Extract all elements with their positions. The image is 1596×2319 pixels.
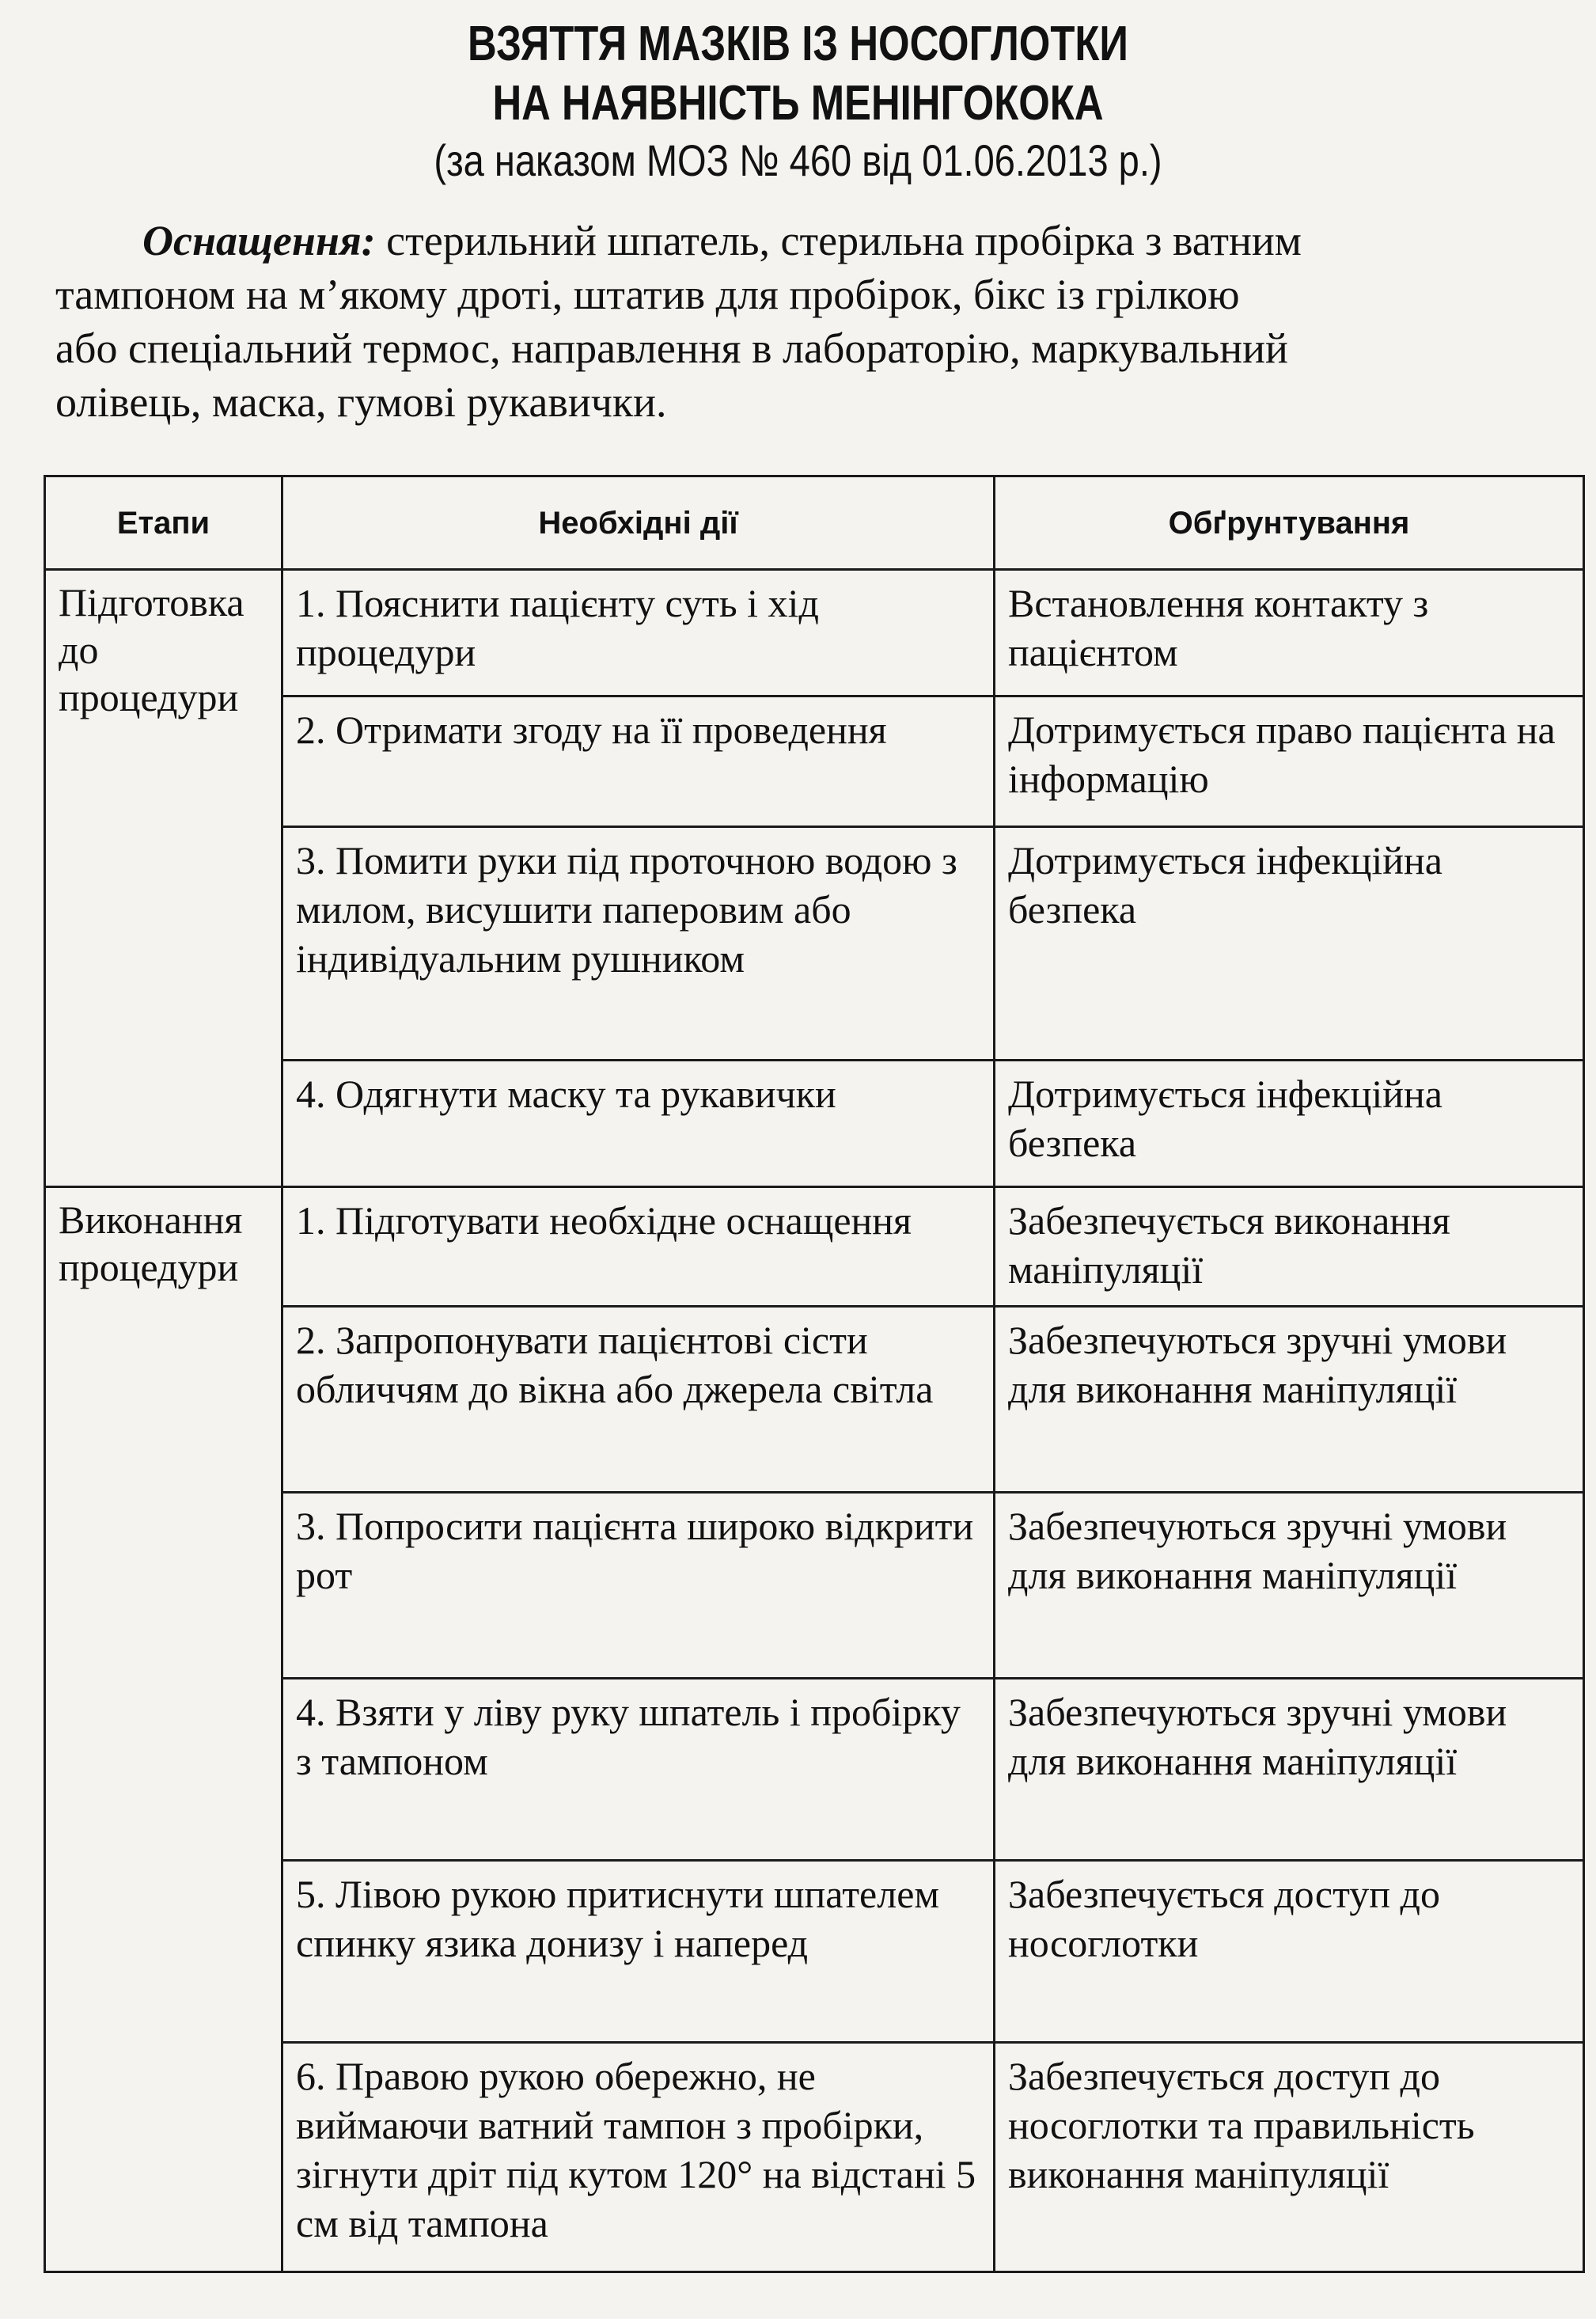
action-cell: 3. Попросити пацієнта широко відкрити рот bbox=[282, 1493, 995, 1679]
header-justification: Обґрунтування bbox=[995, 476, 1584, 570]
reason-cell: Встановлення контакту з пацієнтом bbox=[995, 570, 1584, 696]
equipment-text-line-3: або спеціальний термос, направлення в лабораторію, маркувальний bbox=[55, 325, 1288, 372]
action-cell: 6. Правою рукою обережно, не виймаючи ватний тампон з пробірки, зігнути дріт під кутом 120° на відстані 5 см від тампона bbox=[282, 2043, 995, 2272]
document-subtitle: (за наказом МОЗ № 460 від 01.06.2013 р.) bbox=[434, 135, 1162, 185]
table-row bbox=[45, 570, 1584, 696]
action-cell: 2. Отримати згоду на її проведення bbox=[282, 696, 995, 827]
table-row bbox=[45, 1187, 1584, 1307]
reason-cell: Забезпечуються зручні умови для виконання маніпуляції bbox=[995, 1307, 1584, 1493]
action-cell: 1. Пояснити пацієнту суть і хід процедури bbox=[282, 570, 995, 696]
action-cell: 3. Помити руки під проточною водою з милом, висушити паперовим або індивідуальним рушником bbox=[282, 827, 995, 1061]
reason-cell: Забезпечується доступ до носоглотки bbox=[995, 1861, 1584, 2043]
equipment-text-line-4: олівець, маска, гумові рукавички. bbox=[55, 378, 667, 426]
document-title-line-1: ВЗЯТТЯ МАЗКІВ ІЗ НОСОГЛОТКИ bbox=[468, 17, 1128, 71]
equipment-label: Оснащення: bbox=[142, 217, 376, 264]
action-cell: 1. Підготувати необхідне оснащення bbox=[282, 1187, 995, 1307]
equipment-text-line-2: тампоном на м’якому дроті, штатив для пробірок, бікс із грілкою bbox=[55, 271, 1240, 318]
reason-cell: Забезпечується виконання маніпуляції bbox=[995, 1187, 1584, 1307]
action-cell: 2. Запропонувати пацієнтові сісти обличчям до вікна або джерела світла bbox=[282, 1307, 995, 1493]
reason-cell: Дотримується інфекційна безпека bbox=[995, 1061, 1584, 1187]
document-title-line-2: НА НАЯВНІСТЬ МЕНІНГОКОКА bbox=[492, 76, 1104, 131]
reason-cell: Дотримується право пацієнта на інформацію bbox=[995, 696, 1584, 827]
action-cell: 4. Взяти у ліву руку шпатель і пробірку з тампоном bbox=[282, 1679, 995, 1861]
action-cell: 5. Лівою рукою притиснути шпателем спинку язика донизу і наперед bbox=[282, 1861, 995, 2043]
header-actions: Необхідні дії bbox=[282, 476, 995, 570]
table-header-row bbox=[45, 476, 1584, 570]
equipment-paragraph bbox=[55, 214, 1567, 429]
reason-cell: Дотримується інфекційна безпека bbox=[995, 827, 1584, 1061]
procedure-table bbox=[44, 475, 1585, 2273]
action-cell: 4. Одягнути маску та рукавички bbox=[282, 1061, 995, 1187]
reason-cell: Забезпечуються зручні умови для виконання маніпуляції bbox=[995, 1493, 1584, 1679]
header-stages: Етапи bbox=[45, 476, 282, 570]
stage-execution: Виконання процедури bbox=[45, 1187, 282, 2272]
equipment-text-line-1: стерильний шпатель, стерильна пробірка з ватним bbox=[386, 217, 1302, 264]
reason-cell: Забезпечується доступ до носоглотки та правильність виконання маніпуляції bbox=[995, 2043, 1584, 2272]
reason-cell: Забезпечуються зручні умови для виконання маніпуляції bbox=[995, 1679, 1584, 1861]
stage-preparation: Підготовка до процедури bbox=[45, 570, 282, 1187]
